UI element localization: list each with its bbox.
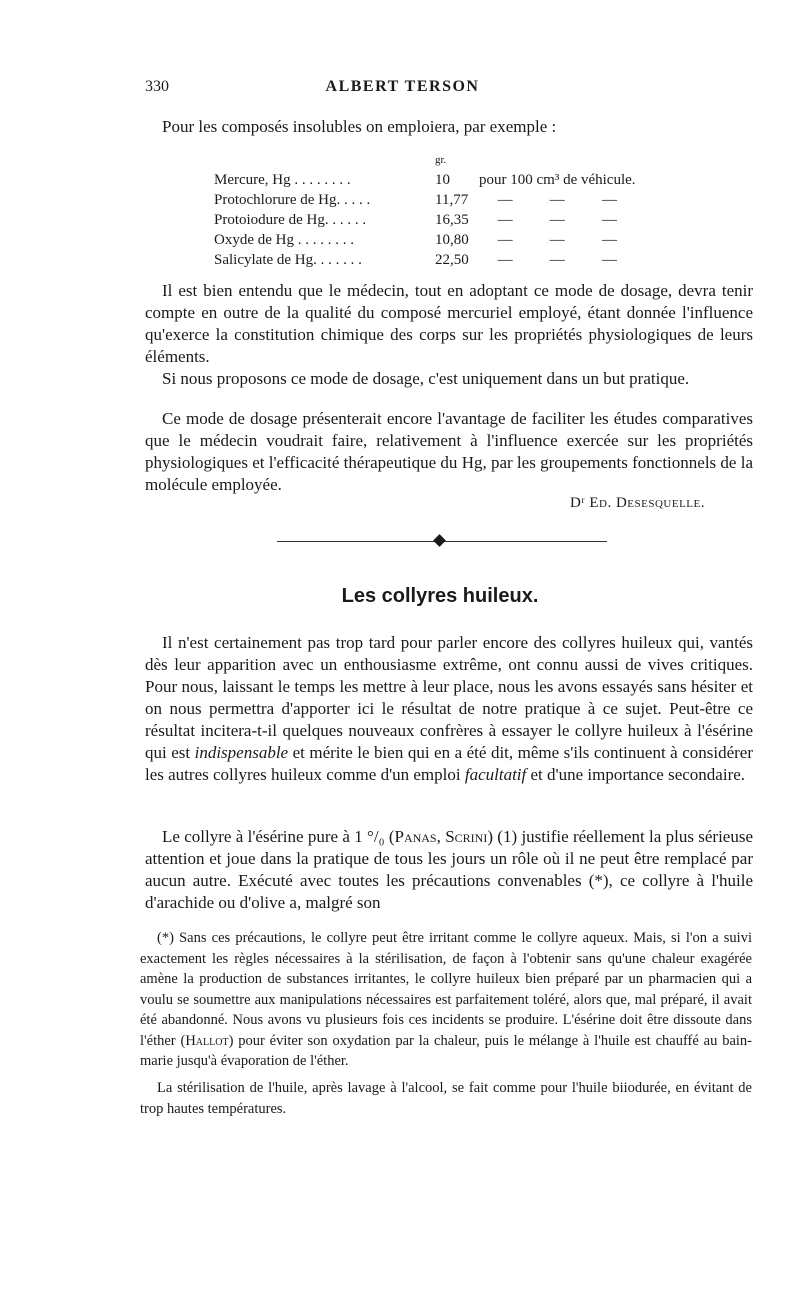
compound-grams: 16,35 [435, 212, 469, 228]
ditto-mark: — [497, 232, 513, 248]
author-name: Scrini [445, 827, 488, 846]
compound-name: Protochlorure de Hg. . . . . [214, 192, 371, 208]
body-paragraph [145, 632, 753, 786]
table-row [214, 210, 636, 230]
signature-name: Ed. Desesquelle. [589, 495, 705, 511]
table-header-row [214, 150, 636, 170]
table-row [214, 190, 636, 210]
ditto-mark: — [601, 252, 617, 268]
text-run: Le collyre à l'ésérine pure à 1 °/₀ ( [162, 827, 395, 846]
paragraph: Ce mode de dosage présenterait encore l'avantage de faciliter les études comparatives que le médecin voudrait faire, relativement à l'influence exercée sur les propriétés physiologiques et l'efficacité thérapeutique du Hg, par les groupements fonctionnels de la molécule employée. [145, 409, 753, 494]
ditto-mark: — [601, 212, 617, 228]
ditto-mark: — [549, 232, 565, 248]
ditto-mark: — [497, 212, 513, 228]
compound-grams: 10 [435, 172, 450, 188]
compound-name: Salicylate de Hg. . . . . . . [214, 252, 362, 268]
text-run: ) (1) justifie réellement la plus sérieuse attention et joue dans la pratique de tous les jours un rôle où il ne peut être remplacé par aucun autre. Exécuté avec toutes les précautions convenables (*), ce collyre à l'huile d'arachide ou d'olive a, malgré son [145, 827, 754, 912]
emphasis: facultatif [464, 765, 527, 784]
ditto-mark: — [497, 252, 513, 268]
signature-prefix: Dʳ [570, 495, 586, 511]
text-run: (*) Sans ces précautions, le collyre peut être irritant comme le collyre aqueux. Mais, si l'on a suivi exactement les règles nécessaires à la stérilisation, de façon à l'obtenir sans qu'une chaleur exagérée amène la production de substances irritantes, le collyre huileux bien préparé par un pharmacien qui a voulu se soumettre aux manipulations nécessaires est parfaitement toléré, alors que, mal préparé, il avait été abandonné. Nous avons vu plusieurs fois ces incidents se produire. L'ésérine doit être dissoute dans l'éther ( [140, 930, 752, 1049]
paragraph: Si nous proposons ce mode de dosage, c'est uniquement dans un but pratique. [162, 369, 690, 388]
paragraph: Il est bien entendu que le médecin, tout en adoptant ce mode de dosage, devra tenir compte en outre de la qualité du composé mercuriel employé, étant donnée l'influence qu'exerce la constitution chimique des corps sur les propriétés physiologiques de leurs éléments. [145, 281, 753, 366]
compound-name: Protoiodure de Hg. . . . . . [214, 212, 367, 228]
compound-name: Oxyde de Hg . . . . . . . . [214, 232, 354, 248]
footnote-continuation: La stérilisation de l'huile, après lavage à l'alcool, se fait comme pour l'huile biiodurée, en évitant de trop hautes températures. [140, 1080, 752, 1117]
ditto-mark: — [601, 232, 617, 248]
section-title: Les collyres huileux. [341, 585, 539, 607]
signature [145, 495, 705, 512]
emphasis: indispensable [194, 743, 289, 762]
running-header [145, 78, 660, 100]
diamond-ornament-icon [433, 534, 446, 547]
compound-grams: 22,50 [435, 252, 469, 268]
section-divider [277, 534, 607, 548]
author-name: Panas [394, 827, 437, 846]
running-title: ALBERT TERSON [325, 78, 480, 95]
text-run: Il n'est certainement pas trop tard pour parler encore des collyres huileux qui, vantés dès leur apparition avec un enthousiasme extrême, ont connu aussi de vives critiques. Pour nous, laissant le temps les mettre à leur place, nous les avons essayés sans hésiter et on nous permettra d'apporter ici le résultat de notre pratique à ce sujet. Peut-être ce résultat incitera-t-il quelques nouveaux confrères à essayer le collyre huileux à l'ésérine qui est [145, 633, 753, 762]
unit-label: gr. [435, 154, 447, 166]
text-run: ) pour éviter son oxydation par la chaleur, puis le mélange à l'huile est chauffé au bain-marie jusqu'à évaporation de l'éther. [140, 1032, 752, 1069]
ditto-mark: — [549, 252, 565, 268]
ditto-mark: — [497, 192, 513, 208]
intro-line: Pour les composés insolubles on emploiera, par exemple : [162, 117, 557, 136]
page-number: 330 [145, 78, 169, 95]
ditto-mark: — [601, 192, 617, 208]
table-row [214, 250, 636, 270]
compound-grams: 11,77 [435, 192, 469, 208]
ditto-mark: — [549, 192, 565, 208]
compound-grams: 10,80 [435, 232, 469, 248]
text-run: et mérite le bien qui en a été dit, même s'ils continuent à considérer les autres collyres huileux comme d'un emploi [145, 743, 754, 784]
compounds-table [214, 150, 636, 270]
table-row [214, 230, 636, 250]
footnote [140, 928, 752, 1072]
table-row [214, 170, 636, 190]
text-run: et d'une importance secondaire. [526, 765, 746, 784]
compound-per: pour 100 cm³ de véhicule. [479, 172, 636, 188]
author-name: Hallot [185, 1032, 229, 1049]
text-run: , [436, 827, 446, 846]
compound-name: Mercure, Hg . . . . . . . . [214, 172, 351, 188]
ditto-mark: — [549, 212, 565, 228]
body-paragraph [145, 826, 753, 914]
